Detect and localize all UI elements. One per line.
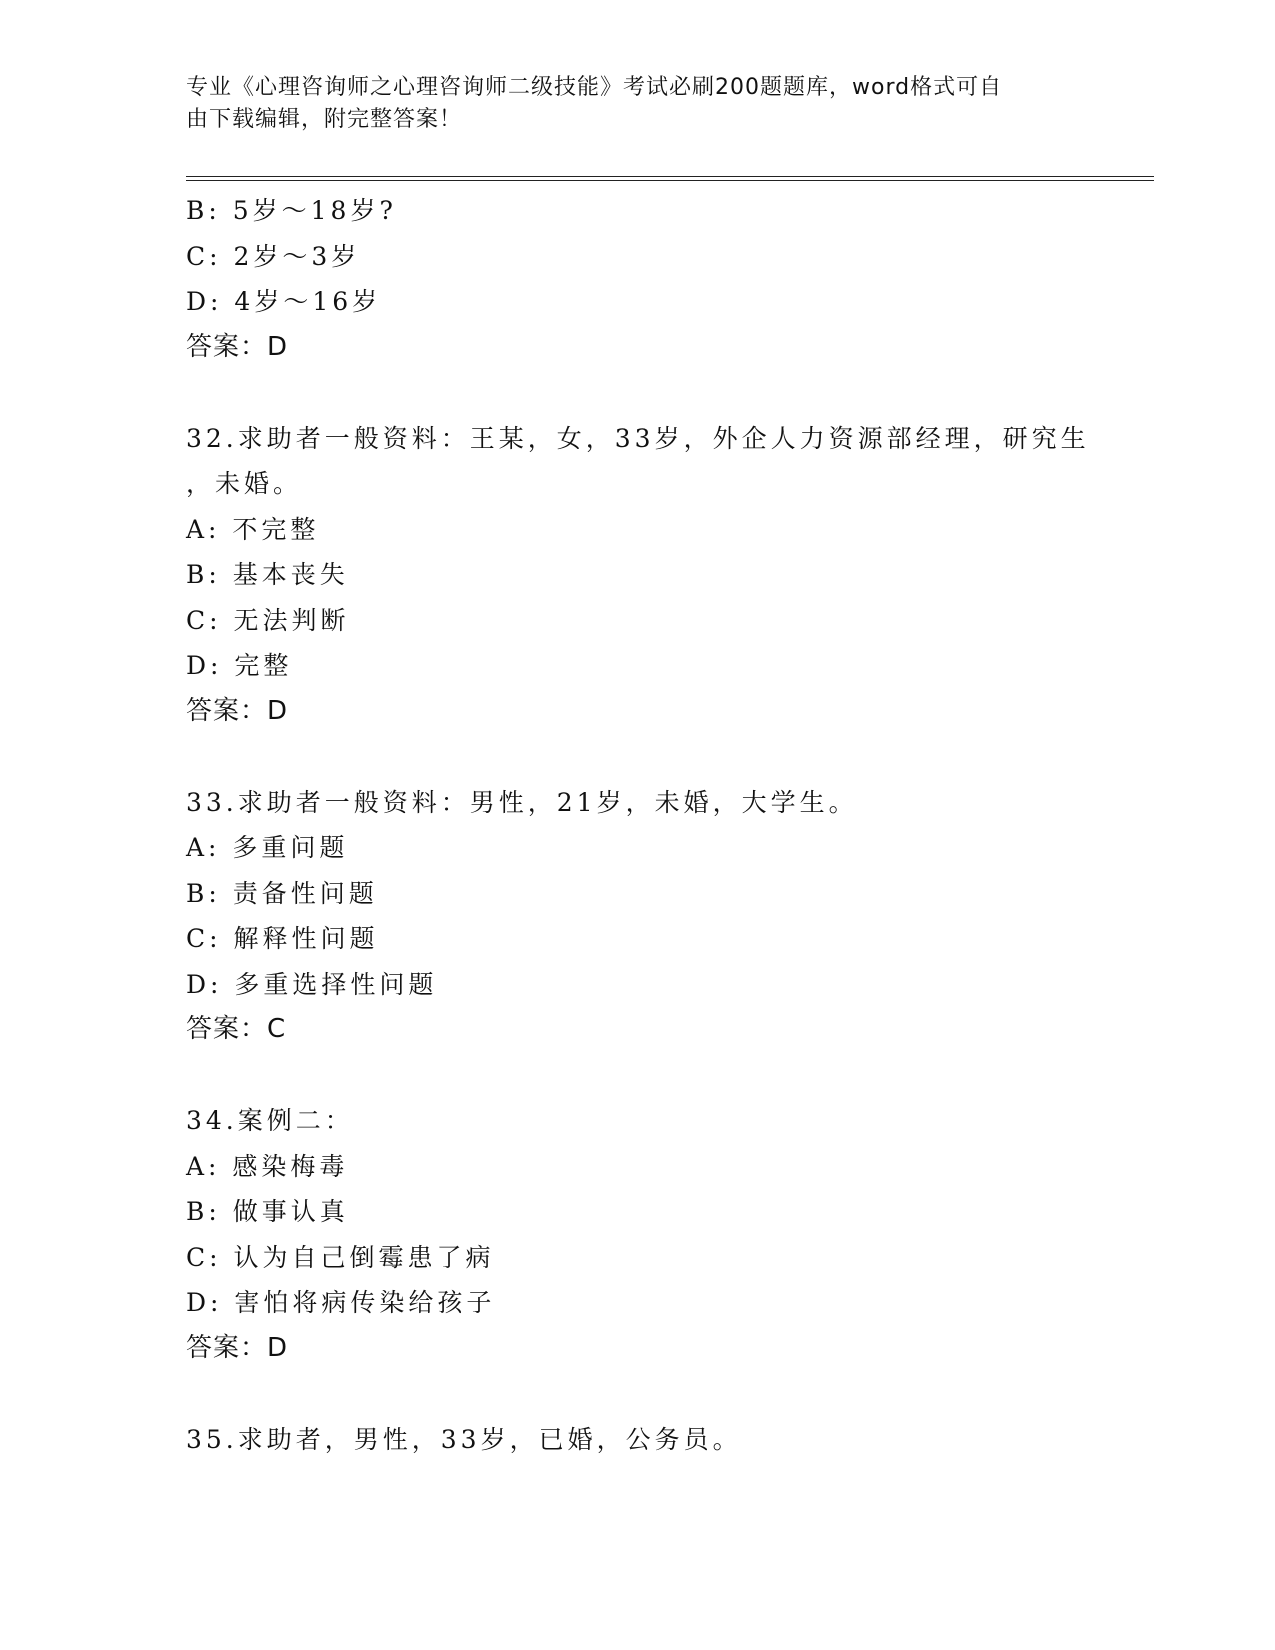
option-c: C: 认为自己倒霉患了病 [186, 1242, 495, 1272]
spacer [186, 1053, 1086, 1099]
option-a: A: 多重问题 [186, 833, 349, 862]
answer: 答案：D [186, 1332, 289, 1363]
question-stem: 32.求助者一般资料：王某，女，33岁，外企人力资源部经理，研究生 [186, 423, 1090, 453]
question-31-block [186, 188, 1086, 370]
option-b: B: 做事认真 [186, 1197, 349, 1226]
option-d: D: 多重选择性问题 [186, 969, 438, 999]
header-line-2: 由下载编辑，附完整答案！ [186, 107, 463, 132]
question-33-block [186, 780, 1086, 1053]
question-stem: 35.求助者，男性，33岁，已婚，公务员。 [186, 1424, 742, 1454]
option-c: C: 解释性问题 [186, 924, 379, 953]
header-divider [186, 176, 1154, 181]
option-c: C: 无法判断 [186, 605, 350, 635]
question-stem: 33.求助者一般资料：男性，21岁，未婚，大学生。 [186, 787, 858, 817]
page-header [186, 72, 1066, 136]
spacer [186, 734, 1086, 780]
question-stem-continued: ，未婚。 [186, 469, 303, 498]
question-32-block [186, 416, 1090, 735]
answer: 答案：C [186, 1014, 287, 1044]
option-a: A: 不完整 [186, 514, 320, 544]
question-stem: 34.案例二： [186, 1106, 354, 1135]
header-line-1: 专业《心理咨询师之心理咨询师二级技能》考试必刷200题题库，word格式可自 [186, 75, 1003, 100]
option-c: C: 2岁～3岁 [186, 241, 361, 271]
spacer [186, 370, 1086, 416]
question-34-block [186, 1098, 1086, 1371]
option-a: A: 感染梅毒 [186, 1151, 349, 1181]
option-d: D: 4岁～16岁 [186, 287, 382, 316]
answer: 答案：D [186, 331, 289, 362]
question-35-block [186, 1417, 1086, 1463]
option-b: B: 责备性问题 [186, 878, 378, 908]
answer: 答案：D [186, 695, 289, 726]
option-d: D: 害怕将病传染给孩子 [186, 1288, 496, 1317]
spacer [186, 1371, 1086, 1417]
option-b: B: 基本丧失 [186, 560, 349, 589]
option-d: D: 完整 [186, 651, 293, 680]
option-b: B: 5岁～18岁? [186, 196, 397, 225]
question-content [186, 188, 1090, 1462]
